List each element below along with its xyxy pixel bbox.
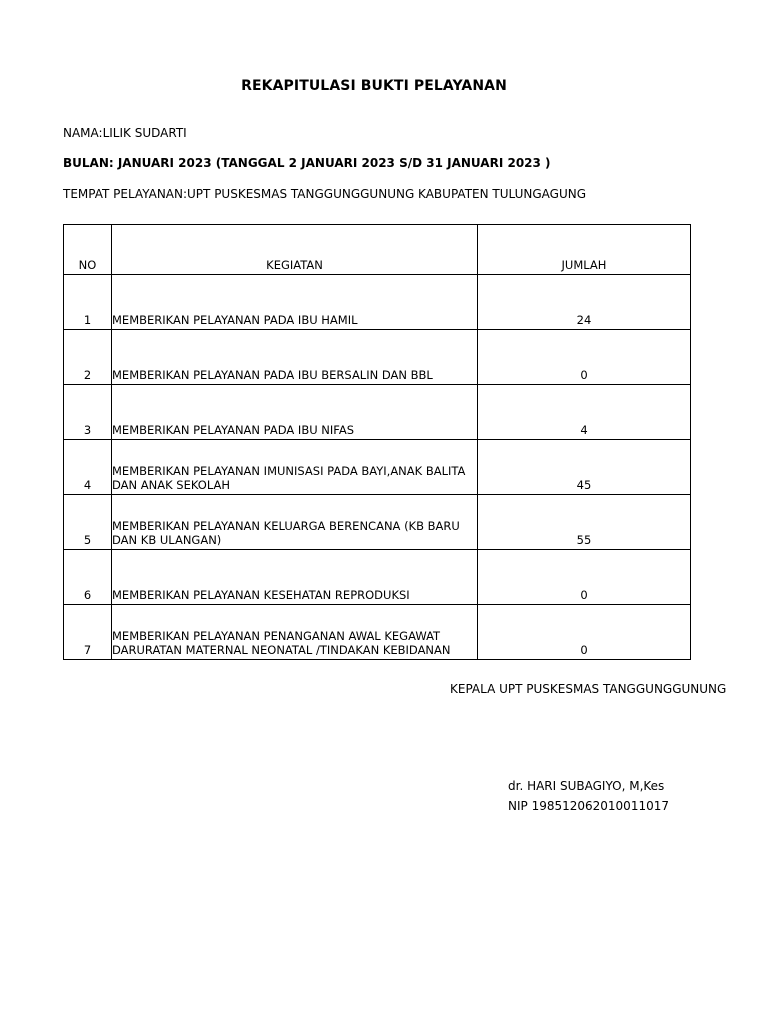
bulan-line: BULAN: JANUARI 2023 (TANGGAL 2 JANUARI 2023 S/D 31 JANUARI 2023 ) — [63, 156, 551, 170]
row-kegiatan: MEMBERIKAN PELAYANAN PENANGANAN AWAL KEGAWAT DARURATAN MATERNAL NEONATAL /TINDAKAN KEBIDANAN — [112, 605, 478, 660]
row-no: 3 — [64, 385, 112, 440]
table-row — [64, 385, 691, 440]
table-header-row — [64, 225, 691, 275]
row-kegiatan: MEMBERIKAN PELAYANAN IMUNISASI PADA BAYI,ANAK BALITA DAN ANAK SEKOLAH — [112, 440, 478, 495]
row-jumlah: 0 — [478, 605, 691, 660]
table-row — [64, 550, 691, 605]
signatory-nip: NIP 198512062010011017 — [508, 799, 669, 813]
row-no: 5 — [64, 495, 112, 550]
header-jumlah: JUMLAH — [478, 225, 691, 275]
row-kegiatan: MEMBERIKAN PELAYANAN KESEHATAN REPRODUKSI — [112, 550, 478, 605]
row-no: 1 — [64, 275, 112, 330]
table-row — [64, 330, 691, 385]
signatory-name: dr. HARI SUBAGIYO, M,Kes — [508, 779, 665, 793]
row-jumlah: 4 — [478, 385, 691, 440]
row-kegiatan: MEMBERIKAN PELAYANAN PADA IBU NIFAS — [112, 385, 478, 440]
recap-table — [63, 224, 691, 660]
table-row — [64, 275, 691, 330]
row-jumlah: 55 — [478, 495, 691, 550]
table-row — [64, 440, 691, 495]
row-jumlah: 45 — [478, 440, 691, 495]
row-kegiatan: MEMBERIKAN PELAYANAN PADA IBU BERSALIN DAN BBL — [112, 330, 478, 385]
row-no: 2 — [64, 330, 112, 385]
row-kegiatan: MEMBERIKAN PELAYANAN PADA IBU HAMIL — [112, 275, 478, 330]
document-title: REKAPITULASI BUKTI PELAYANAN — [241, 78, 507, 94]
row-jumlah: 0 — [478, 330, 691, 385]
row-no: 7 — [64, 605, 112, 660]
row-jumlah: 24 — [478, 275, 691, 330]
row-kegiatan: MEMBERIKAN PELAYANAN KELUARGA BERENCANA (KB BARU DAN KB ULANGAN) — [112, 495, 478, 550]
tempat-line: TEMPAT PELAYANAN:UPT PUSKESMAS TANGGUNGGUNUNG KABUPATEN TULUNGAGUNG — [63, 187, 587, 201]
row-no: 4 — [64, 440, 112, 495]
kepala-title: KEPALA UPT PUSKESMAS TANGGUNGGUNUNG — [450, 682, 727, 696]
header-no: NO — [64, 225, 112, 275]
row-jumlah: 0 — [478, 550, 691, 605]
header-kegiatan: KEGIATAN — [112, 225, 478, 275]
table-row — [64, 495, 691, 550]
table-row — [64, 605, 691, 660]
row-no: 6 — [64, 550, 112, 605]
nama-line: NAMA:LILIK SUDARTI — [63, 126, 187, 140]
